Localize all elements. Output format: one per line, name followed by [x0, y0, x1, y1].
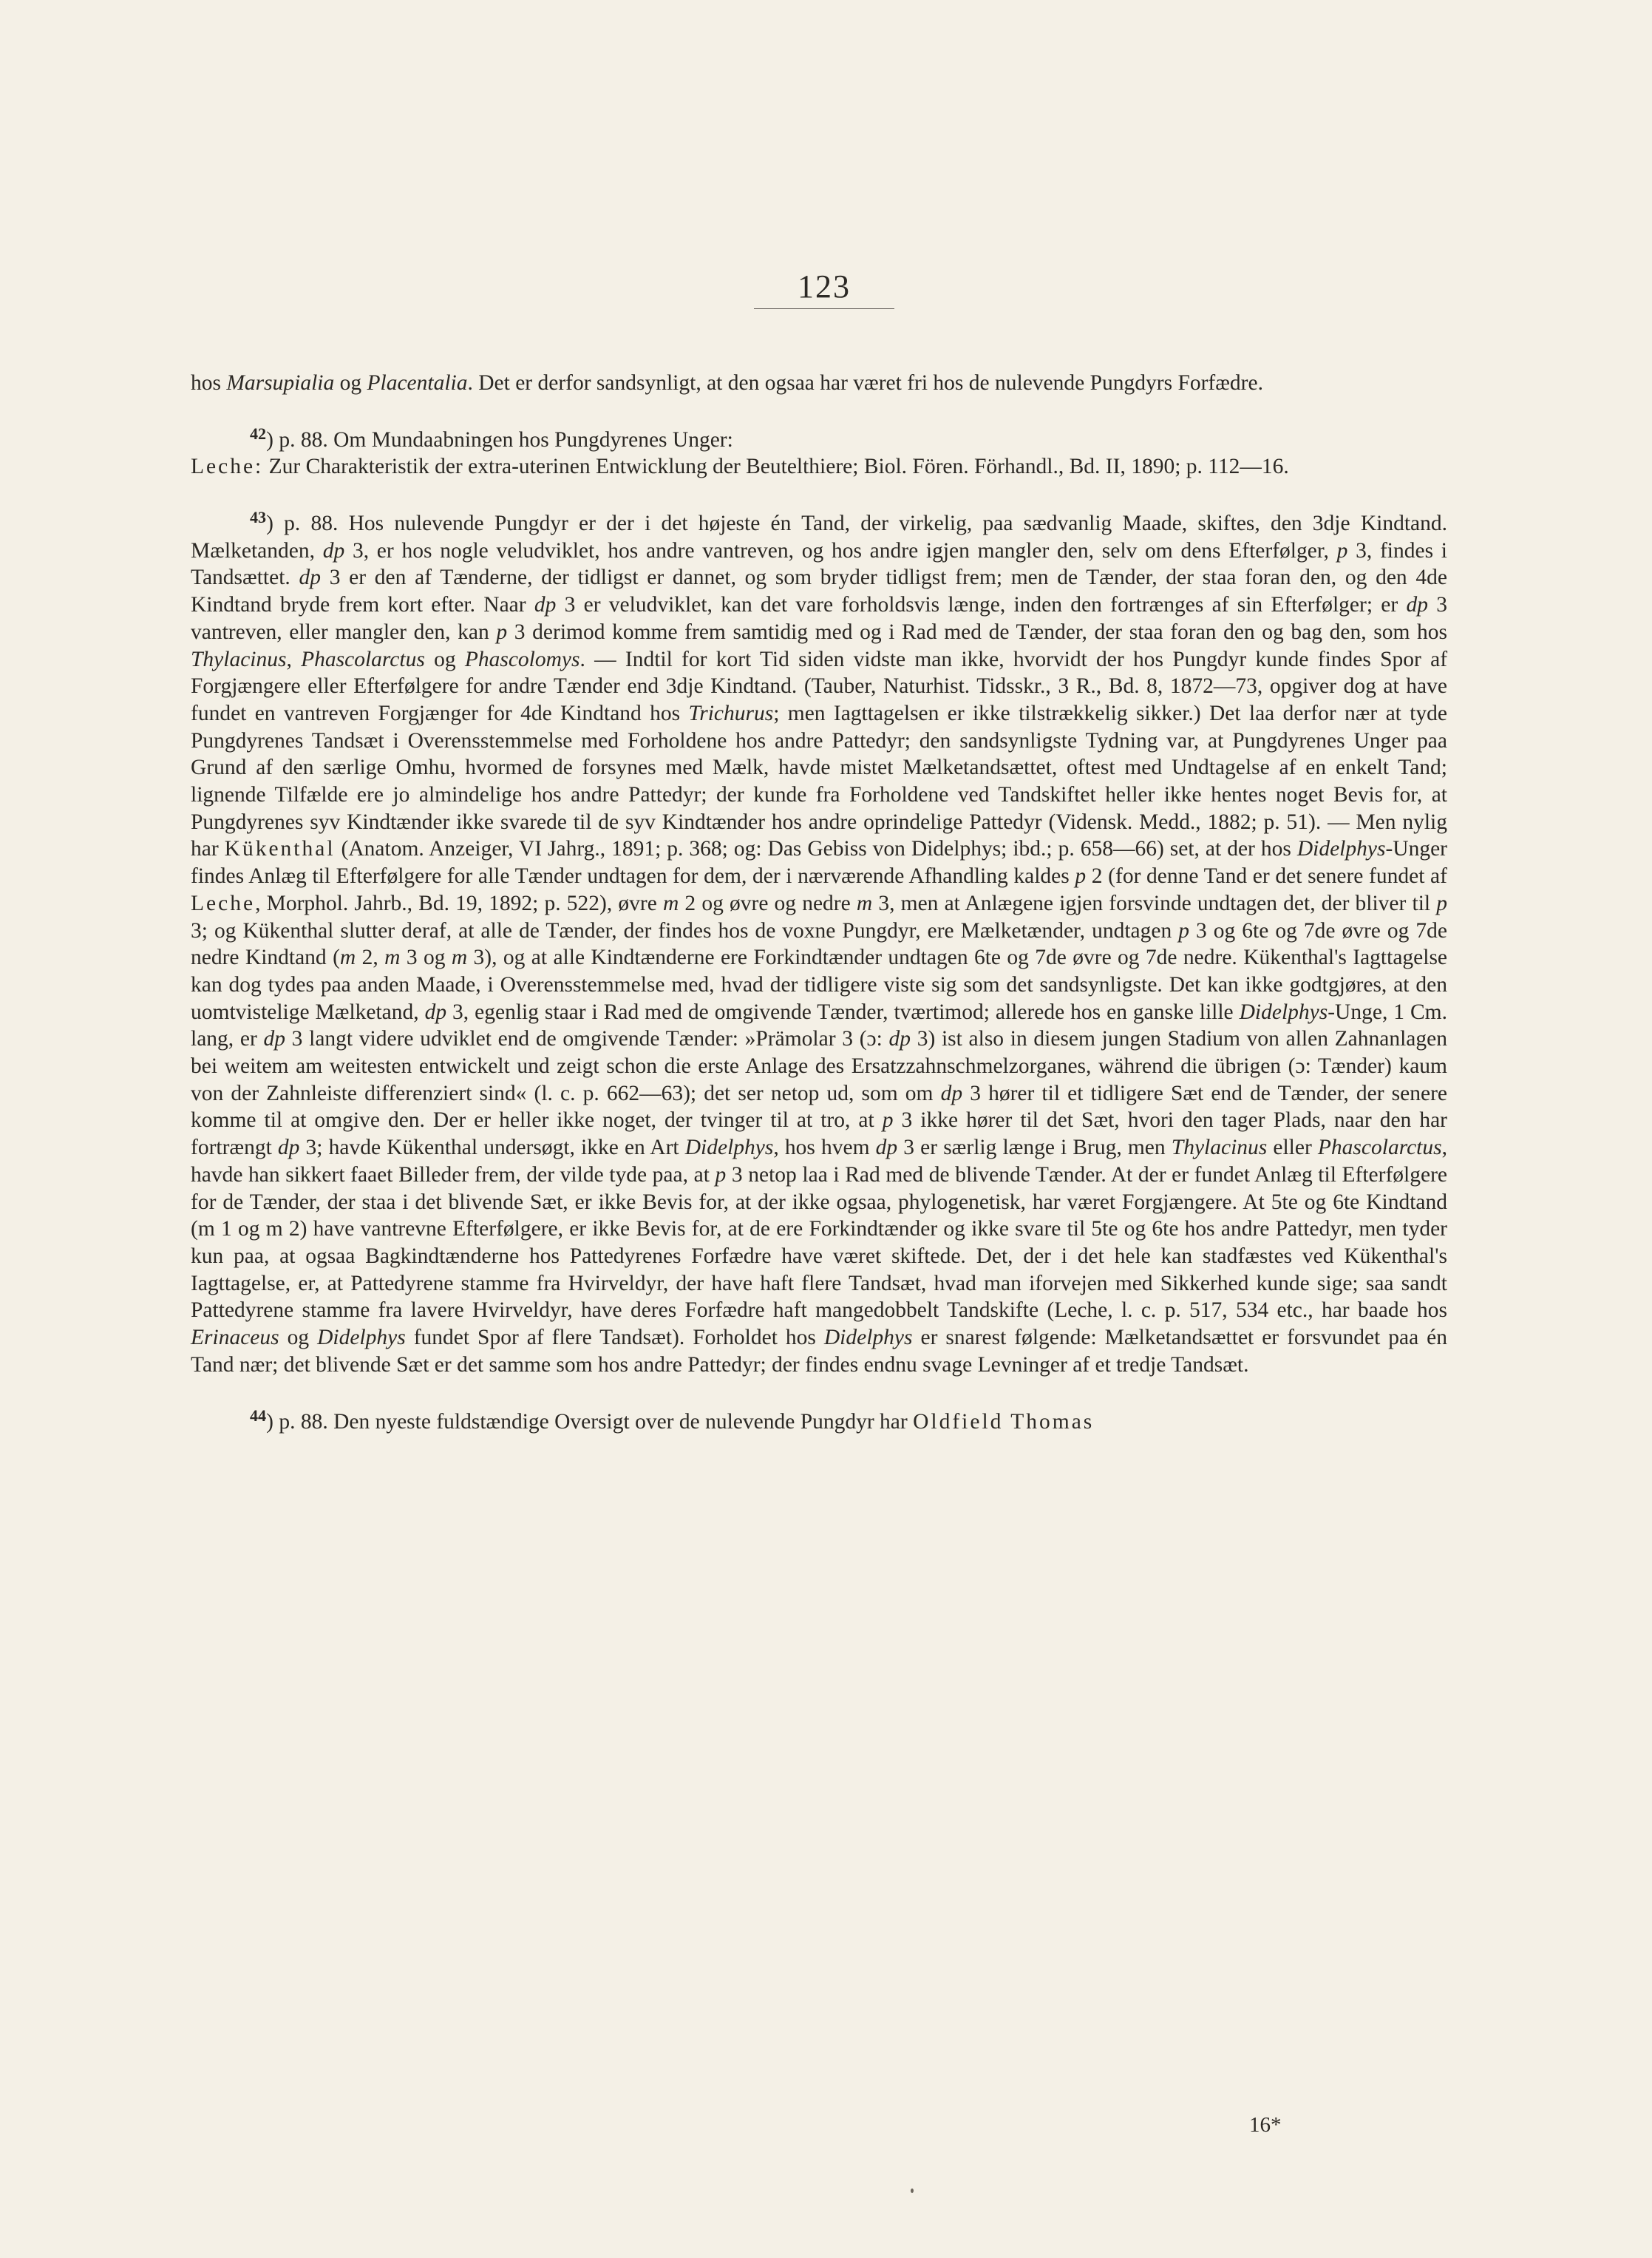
- italic-term: m: [339, 946, 356, 970]
- italic-term: Phascolomys: [464, 647, 580, 671]
- text-run: 3 og: [400, 946, 452, 970]
- text-run: 3; og Kükenthal slutter deraf, at alle de Tænder, der findes hos de voxne Pungdyr, ere Mælketænder, undtagen: [191, 918, 1179, 943]
- italic-term: Trichurus: [688, 701, 774, 725]
- text-run: 3 vantreven, eller mangler den, kan: [191, 593, 1447, 644]
- text-run: 3; havde Kükenthal undersøgt, ikke en Art: [299, 1136, 685, 1160]
- italic-term: Placentalia: [367, 371, 468, 395]
- text-run: 3 og 6te og 7de øvre og 7de nedre Kindtand (: [191, 918, 1447, 970]
- italic-term: p: [1178, 918, 1189, 943]
- italic-term: dp: [277, 1136, 300, 1160]
- italic-term: Didelphys: [823, 1326, 913, 1350]
- text-run: 3, men at Anlægene igjen forsvinde undtagen det, der bliver til: [872, 891, 1437, 915]
- footnote-number: 44: [250, 1406, 267, 1425]
- italic-term: m: [662, 891, 679, 915]
- italic-term: dp: [424, 1000, 447, 1024]
- text-run: og: [279, 1326, 318, 1350]
- text-run: eller: [1267, 1136, 1318, 1160]
- text-run: . — Indtil for kort Tid siden vidste man ikke, hvorvidt der hos Pungdyr kunde findes Spor af Forgjængere eller Efterfølgere for andre Tænder end 3dje Kindtand. (Tauber, Naturhist. Tidsskr., 3 R., Bd. 8, 1872—73, opgiver dog at have fundet en vantreven Forgjænger for 4de Kindtand hos: [191, 647, 1448, 725]
- text-run: . Det er derfor sandsynligt, at den ogsaa har været fri hos de nulevende Pungdyrs Forfædre.: [467, 371, 1263, 395]
- text-run: p. 88. Den nyeste fuldstændige Oversigt over de nulevende Pungdyr har: [273, 1409, 914, 1434]
- italic-term: Didelphys: [1239, 1000, 1328, 1024]
- italic-term: dp: [322, 538, 345, 563]
- footnote-paren: ): [266, 512, 273, 536]
- text-run: 3 er den af Tænderne, der tidligst er dannet, og som bryder tidligst frem; men de Tænder, der staa foran den, og den 4de Kindtand bryde frem kort efter. Naar: [191, 566, 1447, 617]
- text-run: , havde han sikkert faaet Billeder frem, der vilde tyde paa, at: [191, 1136, 1447, 1187]
- italic-term: p: [715, 1162, 727, 1187]
- italic-term: dp: [263, 1027, 285, 1051]
- italic-term: dp: [888, 1027, 911, 1051]
- italic-term: p: [1336, 538, 1348, 563]
- text-run: Zur Charakteristik der extra-uterinen Entwicklung der Beutelthiere; Biol. Fören. Förhandl., Bd. II, 1890; p. 112—16.: [263, 455, 1289, 479]
- footnote-number: 42: [250, 424, 267, 443]
- paragraph-continuation: [191, 370, 1447, 397]
- italic-term: Marsupialia: [226, 371, 335, 395]
- text-run: 3 hører til et tidligere Sæt end de Tænder, der senere komme til at omgive den. Der er heller ikke noget, der tvinger til at tro, at: [191, 1081, 1448, 1133]
- text-run: 3, er hos nogle veludviklet, hos andre vantreven, og hos andre igjen mangler den, selv om dens Efterfølger,: [344, 538, 1337, 563]
- italic-term: m: [856, 891, 873, 915]
- spaced-name: Oldfield Thomas: [913, 1409, 1095, 1434]
- italic-term: m: [384, 946, 401, 970]
- text-run: 3 langt videre udviklet end de omgivende Tænder: »Prämolar 3 (ɔ:: [285, 1027, 889, 1051]
- italic-term: p: [1075, 864, 1087, 889]
- text-run: ; men Iagttagelsen er ikke tilstrækkelig sikker.) Det laa derfor nær at tyde Pungdyrenes Tandsæt i Overensstemmelse med Forholdene hos andre Pattedyr; den sandsynligste Tydning var, at Pungdyrenes Unger paa Grund af den særlige Omhu, hvormed de forsynes med Mælk, havde mistet Mælketandsættet, oftest med Undtagelse af en enkelt Tand; lignende Tilfælde ere jo almindelige hos andre Pattedyr; der kunde fra Forholdene ved Tandskiftet heller ikke hentes noget Bevis for, at Pungdyrenes syv Kindtænder ikke svarede til de syv Kindtænder hos andre oprindelige Pattedyr (Vidensk. Medd., 1882; p. 51). — Men nylig har: [191, 701, 1447, 861]
- signature-mark: 16*: [1249, 2113, 1282, 2137]
- italic-term: Didelphys: [684, 1136, 774, 1160]
- page-number: 123: [754, 268, 894, 309]
- text-run: 2 og øvre og nedre: [679, 891, 857, 915]
- text-body: [191, 370, 1447, 1435]
- text-run: 3, egenlig staar i Rad med de omgivende Tænder, tværtimod; allerede hos en ganske lille: [446, 1000, 1240, 1024]
- italic-term: dp: [534, 593, 557, 617]
- italic-term: Erinaceus: [191, 1326, 279, 1350]
- italic-term: dp: [299, 566, 321, 590]
- text-run: 3 er særlig længe i Brug, men: [897, 1136, 1172, 1160]
- text-run: 3 ikke hører til det Sæt, hvori den tager Plads, naar den har fortrængt: [191, 1108, 1447, 1160]
- italic-term: p: [882, 1108, 894, 1133]
- text-run: 3 derimod komme frem samtidig med og i Rad med de Tænder, der staa foran den og bag den, som hos: [507, 620, 1448, 644]
- italic-term: dp: [1406, 593, 1428, 617]
- text-run: 3, findes i Tandsættet.: [191, 538, 1447, 590]
- text-run: 2,: [356, 946, 385, 970]
- text-run: p. 88. Om Mundaabningen hos Pungdyrenes Unger:: [273, 427, 733, 452]
- footnote-paren: ): [266, 427, 273, 452]
- text-run: , Morphol. Jahrb., Bd. 19, 1892; p. 522), øvre: [255, 891, 663, 915]
- text-run: hos: [191, 371, 227, 395]
- text-run: fundet Spor af flere Tandsæt). Forholdet hos: [405, 1326, 824, 1350]
- text-run: 2 (for denne Tand er det senere fundet af: [1086, 864, 1447, 889]
- footnote-paren: ): [266, 1409, 273, 1434]
- paper-speck: [911, 2189, 914, 2193]
- italic-term: Phascolarctus: [301, 647, 425, 671]
- text-run: 3), og at alle Kindtænderne ere Forkindtænder undtagen 6te og 7de øvre og 7de nedre. Kükenthal's Iagttagelse kan dog tydes paa anden Maade, i Overensstemmelse med, hvad der tidligere viste sig som det sandsynligste. Det kan ikke godtgjøres, at den uomtvistelige Mælketand,: [191, 946, 1448, 1024]
- italic-term: p: [1436, 891, 1447, 915]
- italic-term: dp: [875, 1136, 898, 1160]
- text-run: er snarest følgende: Mælketandsættet er forsvundet paa én Tand nær; det blivende Sæt er det samme som hos andre Pattedyr; der findes endnu svage Levninger af et tredje Tandsæt.: [191, 1326, 1448, 1377]
- italic-term: m: [451, 946, 468, 970]
- spaced-name: Kükenthal: [224, 837, 336, 861]
- text-run: (Anatom. Anzeiger, VI Jahrg., 1891; p. 368; og: Das Gebiss von Didelphys; ibd.; p. 658—66) set, at der hos: [335, 837, 1297, 861]
- text-run: -Unger findes Anlæg til Efterfølgere for alle Tænder undtagen for dem, der i nærværende Afhandling kaldes: [191, 837, 1447, 889]
- text-run: -Unge, 1 Cm. lang, er: [191, 1000, 1447, 1051]
- italic-term: Thylacinus: [1171, 1136, 1268, 1160]
- text-run: og: [424, 647, 465, 671]
- italic-term: Thylacinus: [191, 647, 287, 671]
- italic-term: Didelphys: [317, 1326, 406, 1350]
- text-run: , hos hvem: [773, 1136, 876, 1160]
- spaced-name: Leche:: [191, 455, 264, 479]
- paragraph-note-42: [191, 421, 1447, 454]
- text-run: og: [334, 371, 367, 395]
- text-run: ,: [286, 647, 302, 671]
- italic-term: dp: [940, 1081, 963, 1105]
- text-run: p. 88. Hos nulevende Pungdyr er der i det højeste én Tand, der virkelig, paa sædvanlig Maade, skiftes, den 3dje Kindtand. Mælketanden,: [191, 512, 1447, 563]
- text-run: 3 er veludviklet, kan det vare forholdsvis længe, inden den fortrænges af sin Efterfølger; er: [556, 593, 1407, 617]
- paragraph-note-44: [191, 1403, 1447, 1436]
- italic-term: p: [496, 620, 508, 644]
- italic-term: Phascolarctus: [1317, 1136, 1442, 1160]
- paragraph-leche-ref: [191, 453, 1447, 481]
- paragraph-note-43: [191, 504, 1447, 1378]
- text-run: 3 netop laa i Rad med de blivende Tænder. At der er fundet Anlæg til Efterfølgere for de Tænder, der staa i det blivende Sæt, er ikke Bevis for, at der ikke ogsaa, phylogenetisk, har været Forgjængere. At 5te og 6te Kindtand (m 1 og m 2) have vantrevne Efterfølgere, er ikke Bevis for, at de ere Forkindtænder og ikke svare til 5te og 6te hos andre Pattedyr, men tyder kun paa, at ogsaa Bagkindtænderne hos Pattedyrenes Forfædre have været skiftede. Det, der i det hele kan stadfæstes ved Kükenthal's Iagttagelse, er, at Pattedyrene stamme fra Hvirveldyr, der have haft flere Tandsæt, hvad man iforvejen med Sikkerhed kunde sige; saa sandt Pattedyrene stamme fra lavere Hvirveldyr, have deres Forfædre haft mangedobbelt Tandskifte (Leche, l. c. p. 517, 534 etc., har baade hos: [191, 1162, 1447, 1323]
- footnote-number: 43: [250, 508, 267, 527]
- text-run: 3) ist also in diesem jungen Stadium von allen Zahnanlagen bei weitem am weitesten entwickelt und zeigt schon die erste Anlage des Ersatzzahnschmelzorganes, während die übrigen (ɔ: Tænder) kaum von der Zahnleiste differenziert sind« (l. c. p. 662—63); det ser netop ud, som om: [191, 1027, 1447, 1105]
- italic-term: Didelphys: [1296, 837, 1386, 861]
- spaced-name: Leche: [191, 891, 256, 915]
